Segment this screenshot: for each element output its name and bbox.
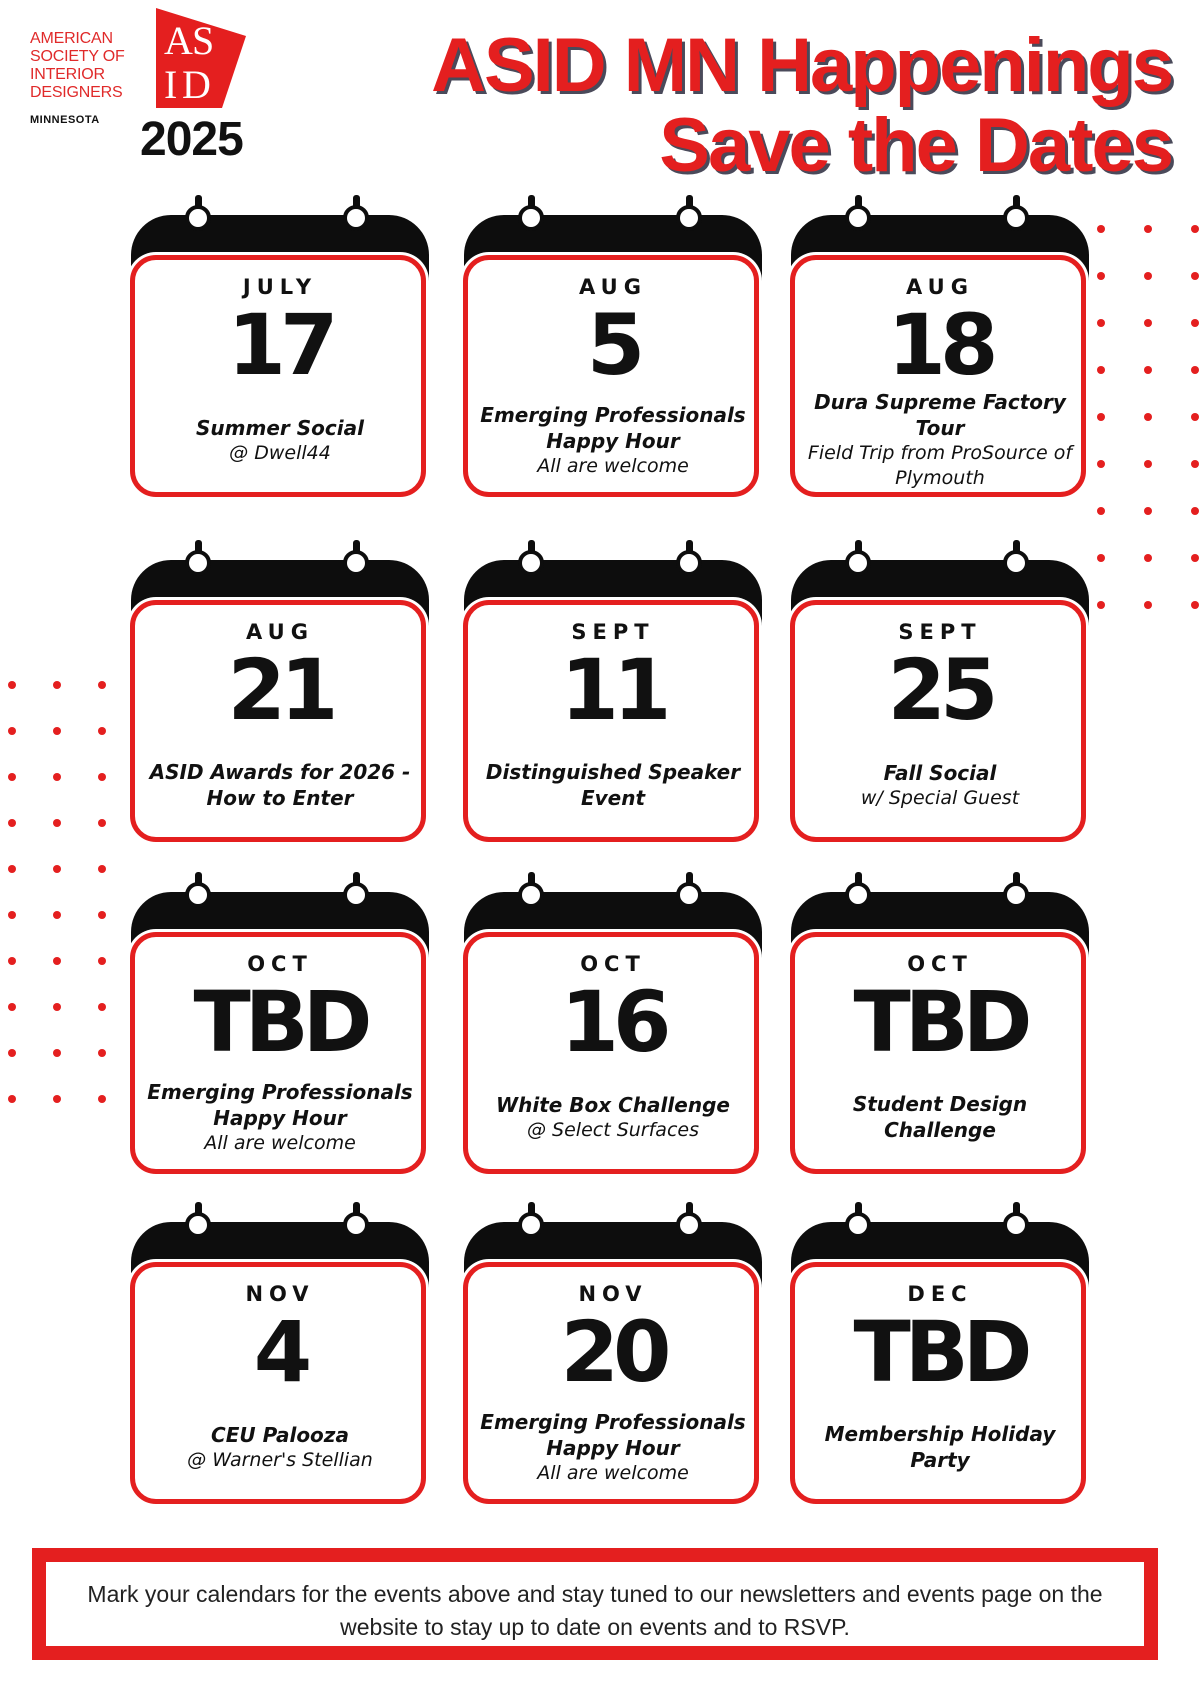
binder-ring-icon: [676, 195, 702, 229]
binder-ring-icon: [343, 540, 369, 574]
binder-ring-icon: [676, 540, 702, 574]
footer-text: Mark your calendars for the events above and stay tuned to our newsletters and events page on the website to stay up to date on events and to RSVP.: [87, 1581, 1103, 1640]
dot: [8, 911, 16, 919]
event-title: Fall Social: [883, 760, 997, 785]
year-label: 2025: [140, 113, 243, 166]
dot: [8, 1095, 16, 1103]
event-title: Emerging Professionals Happy Hour: [147, 1079, 413, 1130]
dot: [98, 773, 106, 781]
event-month: AUG: [579, 275, 647, 299]
dot: [53, 1049, 61, 1057]
event-title: Student Design Challenge: [852, 1092, 1028, 1142]
binder-ring-icon: [185, 540, 211, 574]
binder-ring-icon: [518, 1202, 544, 1236]
ring-loop: [185, 205, 211, 231]
dot: [1191, 366, 1199, 374]
calendar-card: [130, 195, 430, 495]
dot: [1144, 601, 1152, 609]
event-title: ASID Awards for 2026 - How to Enter: [149, 760, 411, 810]
svg-text:S: S: [192, 18, 215, 63]
dot: [1144, 319, 1152, 327]
ring-loop: [676, 205, 702, 231]
event-detail: @ Select Surfaces: [527, 1118, 699, 1141]
dot: [8, 1049, 16, 1057]
event-day: 25: [887, 641, 993, 739]
event-day: 11: [560, 641, 666, 739]
ring-loop: [676, 550, 702, 576]
dot: [1097, 460, 1105, 468]
ring-loop: [845, 550, 871, 576]
dot: [1097, 601, 1105, 609]
binder-ring-icon: [845, 540, 871, 574]
title-line-2: Save the Dates: [659, 103, 1172, 188]
event-title: Emerging Professionals Happy Hour: [480, 402, 746, 453]
binder-ring-icon: [185, 195, 211, 229]
dot: [1191, 319, 1199, 327]
dot: [1097, 554, 1105, 562]
dot: [8, 957, 16, 965]
binder-ring-icon: [676, 872, 702, 906]
calendar-card: [790, 195, 1090, 495]
event-day: 5: [586, 296, 640, 394]
event-month: DEC: [907, 1282, 973, 1306]
dot: [8, 727, 16, 735]
event-title: Distinguished Speaker Event: [485, 760, 741, 810]
footer-notice: [32, 1548, 1158, 1660]
asid-logo-mark-icon: [138, 8, 263, 108]
title-line-1: ASID MN Happenings: [431, 23, 1172, 108]
event-title: CEU Palooza: [211, 1422, 349, 1447]
logo-state: MINNESOTA: [30, 114, 100, 126]
dot: [8, 1003, 16, 1011]
decorative-dots-right: [1097, 225, 1199, 609]
event-month: AUG: [246, 620, 314, 644]
dot: [1144, 460, 1152, 468]
dot: [1191, 554, 1199, 562]
binder-ring-icon: [343, 195, 369, 229]
dot: [1097, 413, 1105, 421]
calendar-card: [790, 1202, 1090, 1502]
dot: [53, 1095, 61, 1103]
dot: [1191, 507, 1199, 515]
event-detail: Field Trip from ProSource of Plymouth: [807, 442, 1073, 489]
binder-ring-icon: [1003, 195, 1029, 229]
dot: [1097, 225, 1105, 233]
ring-loop: [1003, 882, 1029, 908]
ring-loop: [518, 882, 544, 908]
logo-wordmark: [30, 30, 140, 102]
dot: [53, 819, 61, 827]
calendar-card: [463, 872, 763, 1172]
calendar-card: [130, 540, 430, 840]
event-month: SEPT: [898, 620, 982, 644]
svg-text:D: D: [182, 62, 211, 107]
binder-ring-icon: [343, 872, 369, 906]
dot: [98, 727, 106, 735]
event-day: 4: [253, 1303, 307, 1401]
dot: [53, 727, 61, 735]
dot: [98, 1003, 106, 1011]
dot: [1097, 319, 1105, 327]
dot: [1144, 272, 1152, 280]
dot: [1191, 225, 1199, 233]
ring-loop: [518, 550, 544, 576]
logo-line: INTERIOR: [30, 66, 105, 83]
event-day: 18: [887, 296, 993, 394]
binder-ring-icon: [845, 1202, 871, 1236]
dot: [98, 865, 106, 873]
dot: [53, 957, 61, 965]
dot: [1191, 413, 1199, 421]
event-title: Emerging Professionals Happy Hour: [480, 1409, 746, 1460]
binder-ring-icon: [676, 1202, 702, 1236]
dot: [1191, 272, 1199, 280]
asid-logo: [30, 8, 270, 126]
ring-loop: [185, 1212, 211, 1238]
event-day: TBD: [853, 973, 1027, 1071]
ring-loop: [1003, 205, 1029, 231]
binder-ring-icon: [845, 195, 871, 229]
event-month: JULY: [242, 275, 318, 299]
binder-ring-icon: [185, 1202, 211, 1236]
ring-loop: [185, 882, 211, 908]
ring-loop: [1003, 550, 1029, 576]
event-month: OCT: [907, 952, 973, 976]
ring-loop: [343, 1212, 369, 1238]
ring-loop: [845, 1212, 871, 1238]
ring-loop: [676, 882, 702, 908]
svg-text:I: I: [164, 62, 178, 107]
dot: [8, 819, 16, 827]
svg-text:A: A: [164, 18, 193, 63]
dot: [53, 865, 61, 873]
ring-loop: [1003, 1212, 1029, 1238]
event-day: TBD: [193, 973, 367, 1071]
ring-loop: [845, 882, 871, 908]
event-title: Dura Supreme Factory Tour: [814, 390, 1066, 440]
ring-loop: [676, 1212, 702, 1238]
calendar-card: [463, 540, 763, 840]
event-title: White Box Challenge: [496, 1092, 730, 1117]
dot: [1097, 366, 1105, 374]
dot: [98, 1049, 106, 1057]
dot: [1191, 601, 1199, 609]
dot: [1097, 272, 1105, 280]
event-day: 17: [227, 296, 333, 394]
event-day: TBD: [853, 1303, 1027, 1401]
logo-line: SOCIETY OF: [30, 48, 125, 65]
event-detail: All are welcome: [537, 1461, 689, 1484]
logo-line: AMERICAN: [30, 30, 113, 47]
dot: [1144, 366, 1152, 374]
dot: [1097, 507, 1105, 515]
binder-ring-icon: [343, 1202, 369, 1236]
logo-line: DESIGNERS: [30, 84, 123, 101]
binder-ring-icon: [845, 872, 871, 906]
binder-ring-icon: [518, 872, 544, 906]
page-title: [431, 23, 1172, 188]
dot: [53, 911, 61, 919]
dot: [1144, 225, 1152, 233]
ring-loop: [518, 205, 544, 231]
dot: [1144, 507, 1152, 515]
binder-ring-icon: [518, 195, 544, 229]
event-title: Membership Holiday Party: [824, 1422, 1056, 1472]
decorative-dots-left: [8, 681, 106, 1103]
binder-ring-icon: [185, 872, 211, 906]
ring-loop: [185, 550, 211, 576]
dot: [98, 911, 106, 919]
event-month: NOV: [245, 1282, 315, 1306]
ring-loop: [845, 205, 871, 231]
event-title: Summer Social: [196, 415, 364, 440]
dot: [98, 1095, 106, 1103]
dot: [1191, 460, 1199, 468]
event-detail: @ Dwell44: [229, 441, 331, 464]
event-detail: @ Warner's Stellian: [187, 1448, 373, 1471]
event-month: OCT: [247, 952, 313, 976]
event-month: NOV: [578, 1282, 648, 1306]
event-detail: w/ Special Guest: [860, 786, 1020, 809]
ring-loop: [518, 1212, 544, 1238]
dot: [53, 681, 61, 689]
ring-loop: [343, 882, 369, 908]
dot: [98, 957, 106, 965]
dot: [8, 773, 16, 781]
dot: [98, 681, 106, 689]
calendar-card: [463, 195, 763, 495]
ring-loop: [343, 205, 369, 231]
event-detail: All are welcome: [537, 454, 689, 477]
event-day: 20: [560, 1303, 666, 1401]
dot: [8, 865, 16, 873]
event-month: SEPT: [571, 620, 655, 644]
binder-ring-icon: [518, 540, 544, 574]
event-day: 16: [560, 973, 666, 1071]
ring-loop: [343, 550, 369, 576]
calendar-card: [790, 540, 1090, 840]
dot: [1144, 413, 1152, 421]
calendar-card: [130, 872, 430, 1172]
event-month: OCT: [580, 952, 646, 976]
event-month: AUG: [906, 275, 974, 299]
dot: [53, 773, 61, 781]
binder-ring-icon: [1003, 540, 1029, 574]
dot: [98, 819, 106, 827]
dot: [1144, 554, 1152, 562]
calendar-card: [790, 872, 1090, 1172]
dot: [53, 1003, 61, 1011]
event-day: 21: [227, 641, 333, 739]
event-detail: All are welcome: [204, 1131, 356, 1154]
calendar-card: [130, 1202, 430, 1502]
calendar-card: [463, 1202, 763, 1502]
dot: [8, 681, 16, 689]
binder-ring-icon: [1003, 1202, 1029, 1236]
binder-ring-icon: [1003, 872, 1029, 906]
